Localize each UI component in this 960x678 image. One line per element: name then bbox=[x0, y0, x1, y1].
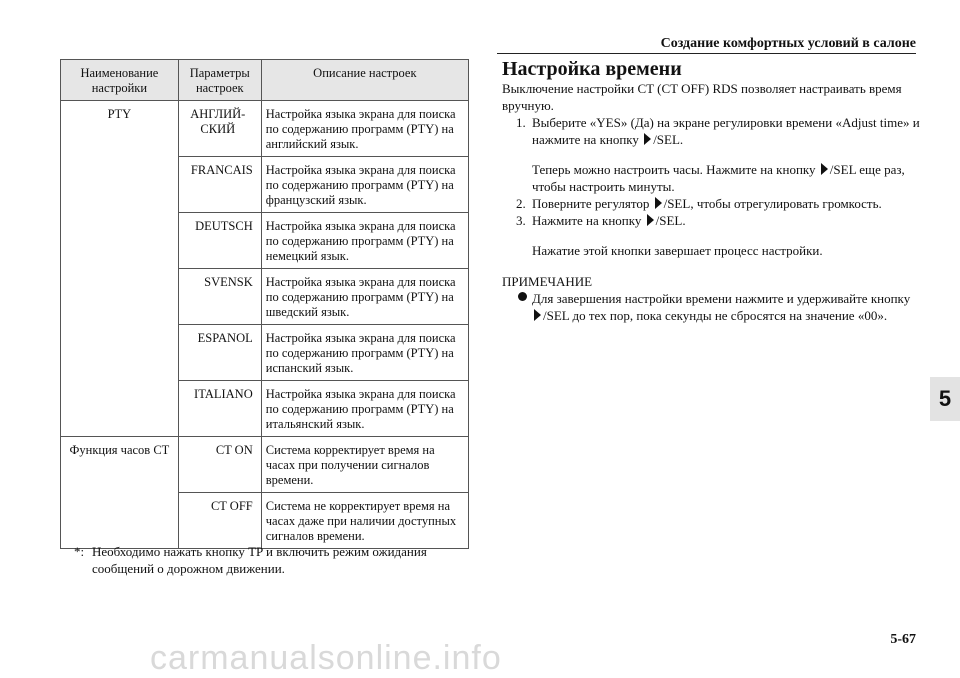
setting-param: CT ON bbox=[178, 437, 261, 493]
setting-param: ITALIANO bbox=[178, 381, 261, 437]
setting-param: АНГЛИЙ-СКИЙ bbox=[178, 101, 261, 157]
step-text: /SEL, чтобы отрегулировать громкость. bbox=[663, 196, 882, 211]
steps-list bbox=[502, 114, 922, 259]
page-number: 5-67 bbox=[890, 632, 916, 647]
table-row bbox=[61, 493, 469, 549]
step-text: /SEL. bbox=[655, 213, 686, 228]
note-item bbox=[502, 290, 922, 324]
setting-param: ESPANOL bbox=[178, 325, 261, 381]
play-icon bbox=[644, 133, 651, 145]
step-1-note bbox=[502, 161, 922, 195]
play-icon bbox=[655, 197, 662, 209]
step-number: 2. bbox=[516, 196, 526, 211]
play-icon bbox=[534, 309, 541, 321]
play-icon bbox=[647, 214, 654, 226]
chapter-tab: 5 bbox=[930, 377, 960, 421]
step-text: Поверните регулятор bbox=[532, 196, 650, 211]
step-3 bbox=[502, 212, 922, 229]
step-text: /SEL. bbox=[653, 132, 684, 147]
step-3-note: Нажатие этой кнопки завершает процесс настройки. bbox=[532, 243, 823, 258]
footnote-text: Необходимо нажать кнопку TP и включить режим ожидания сообщений о дорожном движении. bbox=[92, 544, 427, 576]
step-number: 3. bbox=[516, 213, 526, 228]
column-header: Описание настроек bbox=[261, 60, 468, 101]
footnote bbox=[74, 543, 474, 577]
setting-desc: Настройка языка экрана для поиска по содержанию программ (PTY) на французский язык. bbox=[261, 157, 468, 213]
step-1 bbox=[502, 114, 922, 148]
table-row bbox=[61, 101, 469, 157]
step-text: Нажмите на кнопку bbox=[532, 213, 642, 228]
setting-param: SVENSK bbox=[178, 269, 261, 325]
table-row bbox=[61, 437, 469, 493]
step-text: /SEL еще раз, чтобы настроить минуты. bbox=[532, 162, 905, 194]
column-header: Параметры настроек bbox=[178, 60, 261, 101]
step-number: 1. bbox=[516, 115, 526, 130]
play-icon bbox=[821, 163, 828, 175]
table-header-row bbox=[61, 60, 469, 101]
step-2 bbox=[502, 195, 922, 212]
setting-desc: Система не корректирует время на часах даже при наличии доступных сигналов времени. bbox=[261, 493, 468, 549]
setting-param: DEUTSCH bbox=[178, 213, 261, 269]
page-header: Создание комфортных условий в салоне bbox=[660, 36, 916, 51]
setting-desc: Настройка языка экрана для поиска по содержанию программ (PTY) на немецкий язык. bbox=[261, 213, 468, 269]
setting-desc: Настройка языка экрана для поиска по содержанию программ (PTY) на шведский язык. bbox=[261, 269, 468, 325]
footnote-mark: *: bbox=[74, 544, 85, 559]
column-header: Наименование настройки bbox=[61, 60, 179, 101]
table-row bbox=[61, 157, 469, 213]
settings-table bbox=[60, 59, 469, 549]
setting-name: Функция часов CT bbox=[61, 437, 179, 493]
table-row bbox=[61, 381, 469, 437]
note-text: Для завершения настройки времени нажмите и удерживайте кнопку bbox=[532, 291, 911, 306]
table-row bbox=[61, 269, 469, 325]
setting-desc: Настройка языка экрана для поиска по содержанию программ (PTY) на итальянский язык. bbox=[261, 381, 468, 437]
setting-desc: Система корректирует время на часах при получении сигналов времени. bbox=[261, 437, 468, 493]
note-title: ПРИМЕЧАНИЕ bbox=[502, 274, 593, 289]
setting-desc: Настройка языка экрана для поиска по содержанию программ (PTY) на испанский язык. bbox=[261, 325, 468, 381]
table-row bbox=[61, 213, 469, 269]
setting-param: FRANCAIS bbox=[178, 157, 261, 213]
watermark: carmanualsonline.info bbox=[150, 639, 502, 677]
section-intro: Выключение настройки CT (CT OFF) RDS позволяет настраивать время вручную. bbox=[502, 81, 902, 113]
setting-name: PTY bbox=[61, 101, 179, 157]
step-text: Выберите «YES» (Да) на экране регулировки времени «Adjust time» и нажмите на кнопку bbox=[532, 115, 920, 147]
header-rule bbox=[497, 53, 916, 54]
step-text: Теперь можно настроить часы. Нажмите на кнопку bbox=[532, 162, 816, 177]
note-text: /SEL до тех пор, пока секунды не сбросятся на значение «00». bbox=[543, 308, 888, 323]
table-row bbox=[61, 325, 469, 381]
setting-param: CT OFF bbox=[178, 493, 261, 549]
time-setting-section bbox=[502, 58, 922, 324]
section-title: Настройка времени bbox=[502, 58, 682, 80]
bullet-icon bbox=[518, 292, 527, 301]
setting-desc: Настройка языка экрана для поиска по содержанию программ (PTY) на английский язык. bbox=[261, 101, 468, 157]
